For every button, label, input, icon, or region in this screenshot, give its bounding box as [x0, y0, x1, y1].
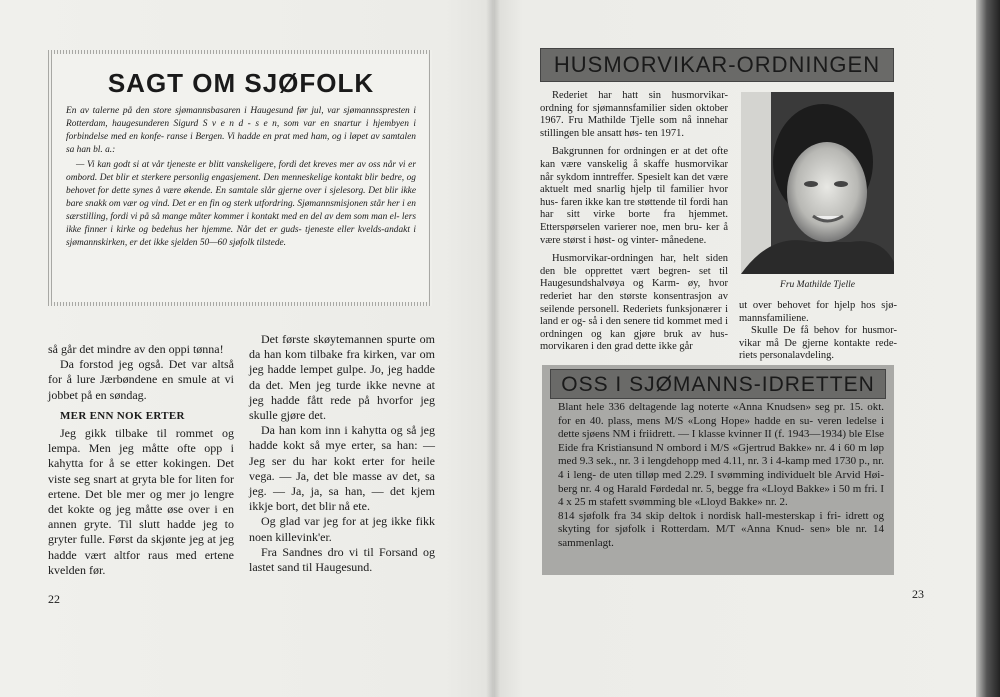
paragraph: Og glad var jeg for at jeg ikke fikk noen killevink'er. [249, 514, 435, 544]
right-column-2 [739, 300, 897, 363]
paragraph: Skulle De få behov for husmor- vikar må De gjerne kontakte rede- riets personalavdeling. [739, 325, 897, 362]
paragraph: ut over behovet for hjelp hos sjø- mannsfamiliene. [739, 300, 897, 324]
paragraph: Rederiet har hatt sin husmorvikar- ordning for sjømannsfamilier siden oktober 1967. Fru Mathilde Tjelle som nå innehar stillingen ble ansatt høs- ten 1971. [540, 90, 728, 139]
paragraph: Jeg gikk tilbake til rommet og lempa. Men jeg måtte ofte opp i kahytta for å se etter kokingen. Det viste seg snart at gryta ble for liten for ertene. Det ble mer og mer jo lengre det kokte og jeg måtte øse over i en annen gryte. Til slutt hadde jeg to gryter fulle. Først da skjønte jeg at jeg hadde vært altfor raus med ertene kvelden før. [48, 426, 234, 577]
left-page [0, 0, 494, 697]
left-column-2 [249, 332, 435, 575]
portrait-image [741, 92, 894, 274]
book-gutter [486, 0, 500, 697]
paragraph: 814 sjøfolk fra 34 skip deltok i nordisk hall-mesterskap i fri- idrett og skyting for sjøfolk i Rotterdam. M/T «Anna Knud- sen» ble nr. 14 sammenlagt. [558, 509, 884, 549]
photo-caption: Fru Mathilde Tjelle [780, 280, 855, 290]
sports-text [558, 401, 884, 551]
paragraph: Blant hele 336 deltagende lag noterte «Anna Knudsen» seg pr. 15. okt. for en 40. plass, mens M/S «Long Hope» hadde en su- veren ledelse i dette sjøens NM i friidrett. — I klasse kvinner II (f. 1943—1934) ble Else Eide fra Kristiansund N ombord i M/S «Gjertrud Bakke» nr. 4 i 60 m løp med 9.3 sek., nr. 3 i lengdehopp med 4.11, nr. 3 i 4-kamp med 1730 p., nr. 4 i leng- de uten tilløp med 2.29. I svømming individuelt ble Arvid Høi- berg nr. 4 og Harald Førdedal nr. 5, begge fra «Lloyd Bakke» i 50 m fri. I 4 x 25 m stafett svømming ble «Lloyd Bakke» nr. 2. [558, 401, 884, 509]
book-edge [976, 0, 1000, 697]
page-number: 22 [48, 592, 60, 606]
quote-box [48, 50, 432, 306]
portrait-photo [741, 92, 894, 274]
banner-title: HUSMORVIKAR-ORDNINGEN [553, 52, 881, 77]
quote-intro: En av talerne på den store sjømannsbasaren i Haugesund før jul, var sjømannsspresten i Rotterdam, haugesunderen Sigurd S v e n d - s e n, som var en snartur i hjembyen i forbindelse med en konfe- ranse i Bergen. Vi hadde en prat med ham, og i løpet av samtalen sa han bl. a.: [66, 106, 416, 155]
husmorvikar-banner [540, 48, 894, 82]
paragraph: Da han kom inn i kahytta og så jeg hadde kokt så mye erter, sa han: — Jeg ser du har kokt erter for heile vega. — Ja, det ble masse av det, sa jeg. — Ja, ja, sa han, — det kjem ikkje bort, det blir nå ete. [249, 423, 435, 514]
section-heading: MER ENN NOK ERTER [60, 409, 185, 422]
quote-title: SAGT OM SJØFOLK [107, 68, 375, 98]
sports-banner [550, 369, 886, 399]
paragraph: Husmorvikar-ordningen har, helt siden den ble opprettet vært begren- set til Haugesundshalvøya og Karm- øy, hvor rederiet har den største konsentrasjon av seilende personell. Rederiets funksjonærer i land er og- så i den senere tid kommet med i ordningen og kan gjøre bruk av hus- morvikaren i den grad dette ikke går [540, 253, 728, 353]
quote-body: — Vi kan godt si at vår tjeneste er blitt vanskeligere, fordi det kreves mer av oss når vi er ombord. Det blir et sterkere personlig engasjement. Den menneskelige kontakt blir bedre, og behovet for dette synes å være økende. En samtale slår gjerne over i sjelesorg. Det blir ikke bare snakk om vær og vind. Det er en fin og sterk utfordring. Sjømannsmisjonen står her i en særstilling, fordi vi på så mange måter kommer i kontakt med en del av dem som man el- lers ikke finner i kirke og bedehus her hjemme. Når det er guds- tjeneste eller kvelds-andakt i sjømannskirken, er det ikke sjelden 50—60 sjøfolk tilstede. [66, 160, 416, 248]
left-column-1 [48, 342, 234, 578]
paragraph: så går det mindre av den oppi tønna! [48, 342, 224, 356]
page-number: 23 [912, 587, 924, 601]
right-column-1 [540, 90, 728, 354]
paragraph: Da forstod jeg også. Det var altså for å lure Jærbøndene en smule at vi jobbet på en søndag. [48, 357, 234, 402]
banner-title: OSS I SJØMANNS-IDRETTEN [561, 373, 875, 396]
paragraph: Bakgrunnen for ordningen er at det ofte kan være vanskelig å skaffe husmorvikar når sykdom inntreffer. Spesielt kan det være aktuelt med snarlig hjelp til familier hvor hus- faren ikke kan tre støttende til fordi han har sitt virke borte fra hjemmet. Etterspørselen varierer noe, men bru- ker å være størst i høst- og vinter- månedene. [540, 146, 728, 246]
paragraph: Det første skøytemannen spurte om da han kom tilbake fra kirken, var om jeg hadde lempet gulpe. Jo, jeg hadde da det. Men jeg turde ikke nevne at jeg hadde fått rede på hvorfor jeg skulle gjøre det. [249, 332, 435, 423]
sports-box [542, 365, 894, 575]
paragraph: Fra Sandnes dro vi til Forsand og lastet sand til Haugesund. [249, 544, 435, 575]
